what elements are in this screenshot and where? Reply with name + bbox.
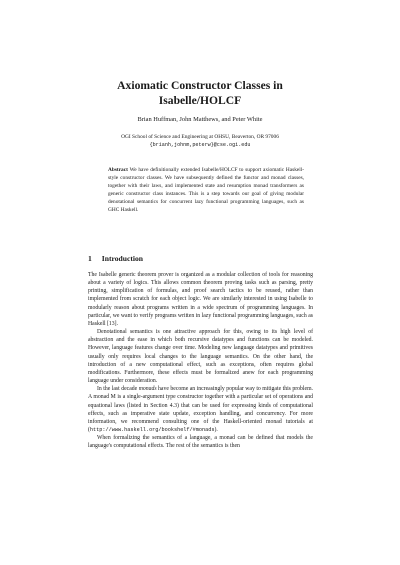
title-line-2: Isabelle/HOLCF <box>158 94 242 107</box>
abstract <box>108 166 304 215</box>
author-list: Brian Huffman, John Matthews, and Peter White <box>137 116 263 123</box>
abstract-label: Abstract <box>108 167 128 173</box>
paragraph-4: When formalizing the semantics of a language, a monad can be defined that models the language's computational effects. The rest of the semantics is then <box>88 435 313 450</box>
paragraph-1: The Isabelle generic theorem prover is organized as a modular collection of tools for reasoning about a variety of logics. This allows common theorem proving tasks such as parsing, pretty printing, simplification of formulas, and proof search tactics to be reused, rather than implemented from scratch for each object logic. We are similarly interested in using Isabelle to modularly reason about programs written in a wide spectrum of programming languages. In particular, we want to verify programs written in lazy functional programming languages, such as Haskell [13]. <box>88 272 313 327</box>
paragraph-3-text-b: have become an increasingly popular way to mitigate this problem. A monad M is a single-argument type constructor together with a particular set of operations and equational laws (listed in Section 4.3) that can be used for expressing kinds of computational effects, such as imperative state update, exception handling, and concurrency. For more information, we recommend consulting one of the Haskell-oriented monad tutorials at ( <box>88 386 313 433</box>
paragraph-2: Denotational semantics is one attractive approach for this, owing to its high level of abstraction and the ease in which both recursive datatypes and functions can be modeled. However, language features change over time. Modeling new language datatypes and primitives usually only requires local changes to the language semantics. On the other hand, the introduction of a new computational effect, such as exceptions, often requires global modifications. Furthermore, these effects must be formalized anew for each programming language under consideration. <box>88 329 313 385</box>
section-title: Introduction <box>101 254 144 263</box>
title-line-1: Axiomatic Constructor Classes in <box>117 79 283 92</box>
paragraph-3-text-c: ). <box>214 426 218 433</box>
monad-tutorials-link[interactable]: http://www.haskell.org/bookshelf/#monads <box>89 426 215 433</box>
affiliation: OGI School of Science and Engineering at OHSU, Beaverton, OR 97006 <box>121 134 279 140</box>
author-emails: {brianh,johnm,peterw}@cse.ogi.edu <box>149 141 251 148</box>
paragraph-3 <box>88 385 313 434</box>
body-text <box>88 271 313 450</box>
abstract-text: We have definitionally extended Isabelle/HOLCF to support axiomatic Haskell-style constructor classes. We have subsequently defined the functor and monad classes, together with their laws, and implemented state and resumption monad transformers as generic constructor class instances. This is a step towards our goal of giving modular denotational semantics for concurrent lazy functional programming languages, such as GHC Haskell. <box>108 167 304 214</box>
section-number: 1 <box>88 254 92 263</box>
paragraph-3-emphasis: monads <box>138 386 157 393</box>
paragraph-3-text-a: In the last decade <box>97 386 139 393</box>
section-heading <box>88 254 143 263</box>
affiliation-block <box>0 134 400 150</box>
paper-title <box>0 78 400 108</box>
